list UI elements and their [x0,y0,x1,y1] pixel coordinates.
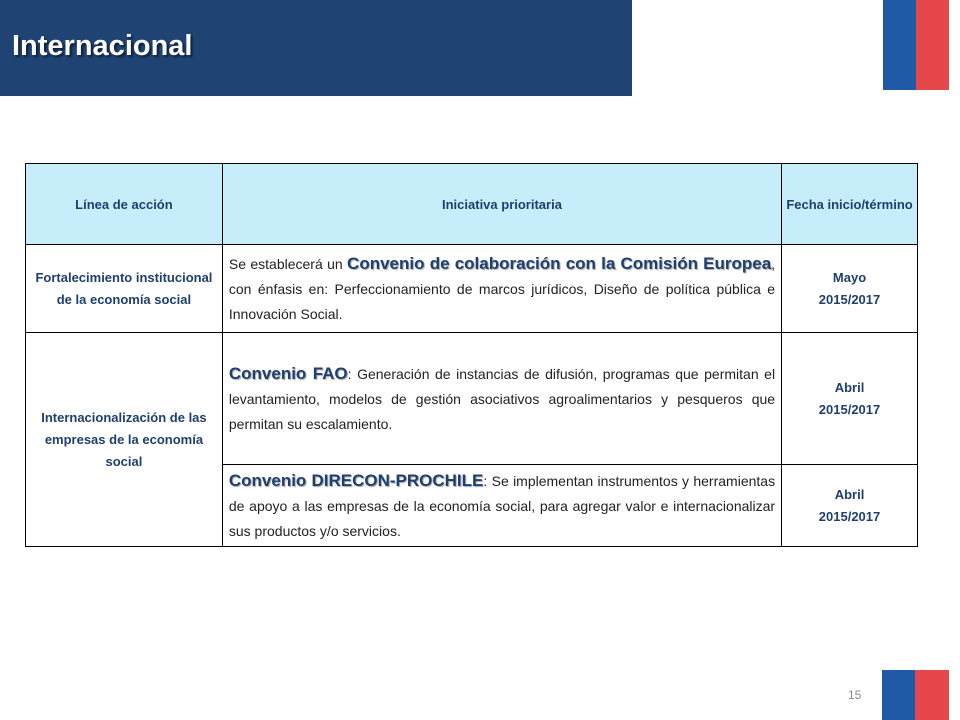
column-header-linea: Línea de acción [26,164,223,245]
iniciativa-text: , con énfasis en: Perfeccionamiento de marcos jurídicos, Diseño de política pública e Innovación Social. [228,255,776,322]
chile-flag-top [883,0,949,90]
page-number: 15 [848,688,862,702]
iniciativa-cell [222,333,781,465]
iniciativa-cell [222,245,781,333]
iniciativa-cell [222,465,781,547]
page-title: Internacional [12,30,193,62]
flag-blue-stripe [883,0,916,90]
iniciativa-highlight: Convenio DIRECON-PROCHILE [228,470,484,490]
iniciativa-text: : Se implementan instrumentos y herramientas de apoyo a las empresas de la economía social, para agregar valor e internacionalizar sus productos y/o servicios. [228,472,776,539]
fecha-mes: Mayo [832,269,867,285]
iniciativa-text: : Generación de instancias de difusión, programas que permitan el levantamiento, modelos de gestión asociativos agroalimentarios y pesqueros que permitan su escalamiento. [228,365,776,432]
table-row [26,245,918,333]
title-bar [0,0,632,96]
fecha-anio: 2015/2017 [818,291,881,307]
fecha-anio: 2015/2017 [818,401,881,417]
fecha-cell [782,465,918,547]
linea-cell: Fortalecimiento institucional de la economía social [26,245,223,333]
flag-red-stripe [916,0,949,90]
table-row [26,333,918,465]
column-header-fecha: Fecha inicio/término [782,164,918,245]
fecha-cell [782,333,918,465]
initiatives-table [25,163,918,547]
iniciativa-highlight: Convenio FAO [228,363,348,383]
linea-cell: Internacionalización de las empresas de la economía social [26,333,223,547]
iniciativa-pre: Se establecerá un [228,255,348,272]
fecha-mes: Abril [834,379,865,395]
column-header-iniciativa: Iniciativa prioritaria [222,164,781,245]
chile-flag-bottom [882,670,949,720]
iniciativa-highlight: Convenio de colaboración con la Comisión Europea [347,253,772,273]
table-header-row [26,164,918,245]
fecha-anio: 2015/2017 [818,508,881,524]
fecha-mes: Abril [834,486,865,502]
fecha-cell [782,245,918,333]
flag-red-stripe [915,670,949,720]
flag-blue-stripe [882,670,915,720]
